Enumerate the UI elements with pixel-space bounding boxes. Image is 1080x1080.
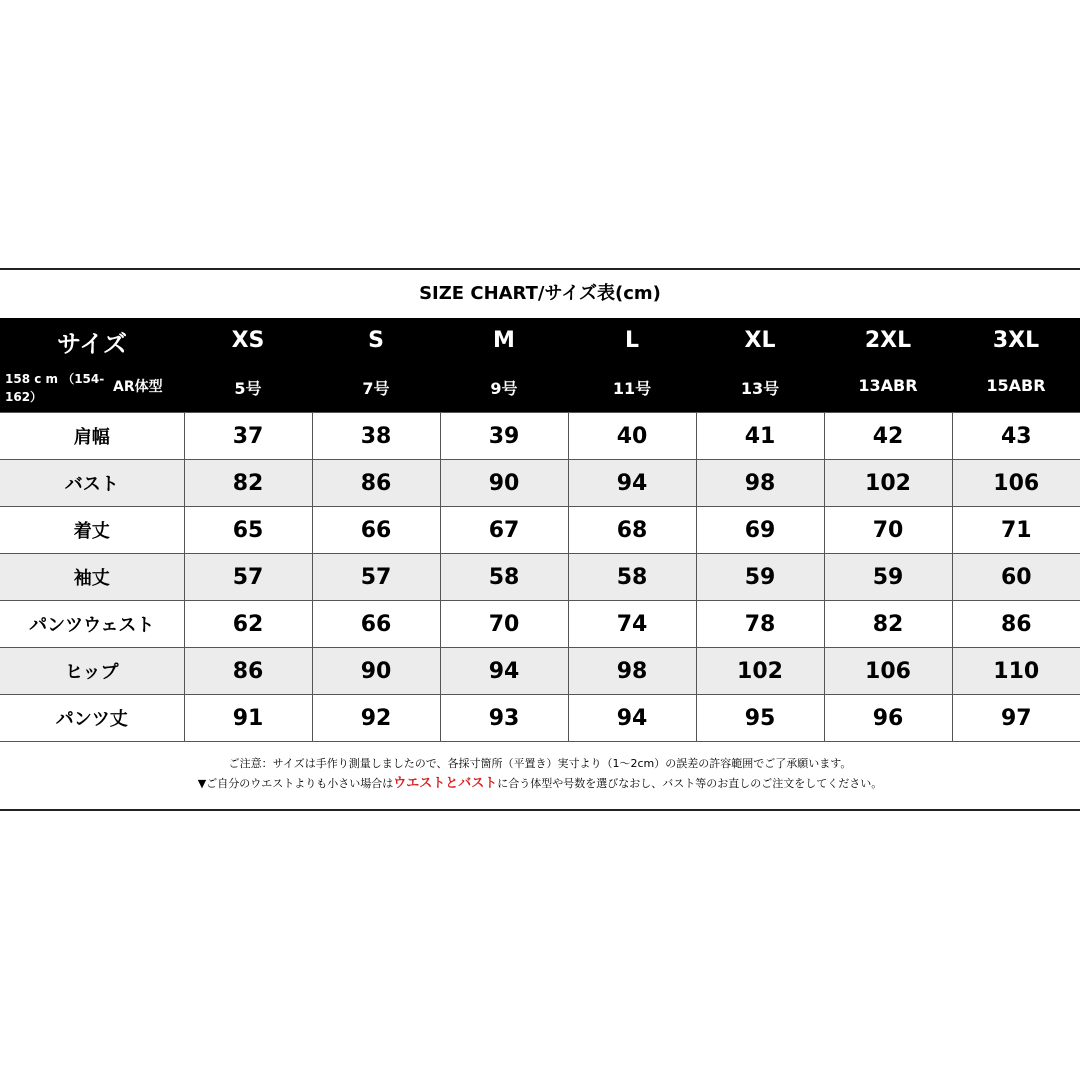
table-cell: 98 — [696, 460, 824, 507]
table-cell: 67 — [440, 507, 568, 554]
size-2xl: 2XL — [864, 328, 912, 353]
notes — [0, 742, 1080, 808]
jp-size-m: 9号 — [490, 379, 518, 398]
size-xl: XL — [744, 328, 776, 353]
table-cell: 86 — [184, 648, 312, 695]
body-height-note: 158 c m （154-162） — [5, 372, 105, 404]
table-cell: 94 — [568, 695, 696, 742]
table-cell: 68 — [568, 507, 696, 554]
note-line-2-after: に合う体型や号数を選びなおし、バスト等のお直しのご注文をしてください。 — [497, 777, 883, 790]
table-row — [0, 601, 1080, 648]
table-cell: 91 — [184, 695, 312, 742]
table-cell: 57 — [312, 554, 440, 601]
row-label: パンツ丈 — [0, 695, 184, 742]
table-cell: 95 — [696, 695, 824, 742]
row-label: 着丈 — [0, 507, 184, 554]
table-cell: 62 — [184, 601, 312, 648]
table-cell: 42 — [824, 413, 952, 460]
table-cell: 41 — [696, 413, 824, 460]
note-line-1: ご注意：サイズは手作り測量しましたので、各採寸箇所（平置き）実寸より（1～2cm）の誤差の許容範囲でご了承願います。 — [228, 757, 852, 770]
table-row — [0, 413, 1080, 460]
jp-size-l: 11号 — [612, 379, 652, 398]
table-cell: 39 — [440, 413, 568, 460]
table-cell: 43 — [952, 413, 1080, 460]
table-cell: 96 — [824, 695, 952, 742]
table-row — [0, 648, 1080, 695]
size-3xl: 3XL — [992, 328, 1040, 353]
row-label: 肩幅 — [0, 413, 184, 460]
measurement-table — [0, 412, 1080, 742]
size-l: L — [624, 328, 640, 353]
table-row — [0, 460, 1080, 507]
table-cell: 110 — [952, 648, 1080, 695]
size-chart — [0, 268, 1080, 811]
table-cell: 59 — [824, 554, 952, 601]
size-m: M — [493, 328, 515, 353]
table-cell: 70 — [440, 601, 568, 648]
table-cell: 94 — [440, 648, 568, 695]
table-cell: 38 — [312, 413, 440, 460]
table-cell: 102 — [824, 460, 952, 507]
table-cell: 66 — [312, 507, 440, 554]
table-cell: 59 — [696, 554, 824, 601]
table-cell: 40 — [568, 413, 696, 460]
table-row — [0, 554, 1080, 601]
table-cell: 106 — [824, 648, 952, 695]
table-cell: 74 — [568, 601, 696, 648]
size-s: S — [368, 328, 384, 353]
size-label: サイズ — [56, 330, 128, 358]
table-cell: 90 — [440, 460, 568, 507]
table-cell: 98 — [568, 648, 696, 695]
table-cell: 57 — [184, 554, 312, 601]
table-cell: 82 — [184, 460, 312, 507]
note-line-2-highlight: ウエストとバスト — [393, 776, 498, 791]
table-cell: 60 — [952, 554, 1080, 601]
size-header — [0, 318, 1080, 412]
jp-size-3xl: 15ABR — [986, 376, 1046, 395]
table-cell: 65 — [184, 507, 312, 554]
chart-title: SIZE CHART/サイズ表(cm) — [419, 283, 661, 304]
note-line-2 — [0, 774, 1080, 794]
table-cell: 92 — [312, 695, 440, 742]
size-xs: XS — [231, 328, 265, 353]
table-cell: 82 — [824, 601, 952, 648]
table-cell: 93 — [440, 695, 568, 742]
table-cell: 94 — [568, 460, 696, 507]
row-label: バスト — [0, 460, 184, 507]
jp-size-2xl: 13ABR — [858, 376, 918, 395]
table-row — [0, 695, 1080, 742]
table-cell: 86 — [952, 601, 1080, 648]
jp-size-xs: 5号 — [234, 379, 262, 398]
table-cell: 71 — [952, 507, 1080, 554]
table-cell: 78 — [696, 601, 824, 648]
table-cell: 70 — [824, 507, 952, 554]
table-cell: 66 — [312, 601, 440, 648]
table-cell: 97 — [952, 695, 1080, 742]
row-label: ヒップ — [0, 648, 184, 695]
table-cell: 106 — [952, 460, 1080, 507]
table-cell: 58 — [440, 554, 568, 601]
jp-size-xl: 13号 — [740, 379, 780, 398]
table-row — [0, 507, 1080, 554]
table-cell: 37 — [184, 413, 312, 460]
row-label: パンツウェスト — [0, 601, 184, 648]
table-cell: 69 — [696, 507, 824, 554]
jp-size-s: 7号 — [362, 379, 390, 398]
ar-body-label: AR体型 — [113, 379, 163, 395]
note-line-2-before: ▼ご自分のウエストよりも小さい場合は — [197, 777, 394, 790]
table-cell: 86 — [312, 460, 440, 507]
table-cell: 102 — [696, 648, 824, 695]
table-cell: 58 — [568, 554, 696, 601]
row-label: 袖丈 — [0, 554, 184, 601]
table-cell: 90 — [312, 648, 440, 695]
